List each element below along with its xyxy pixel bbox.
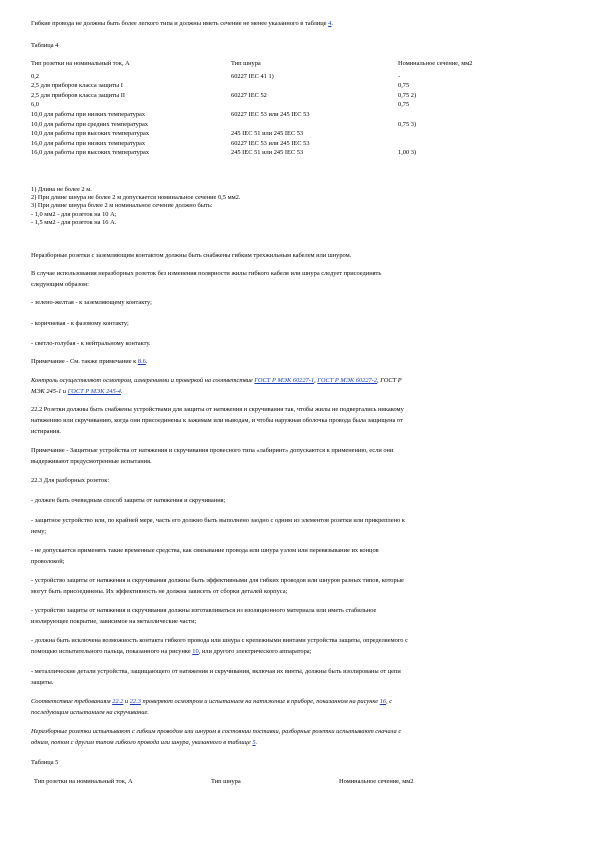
- note-see-8-6: [31, 358, 147, 366]
- standard-link-245-4[interactable]: ГОСТ Р МЭК 245-4: [67, 388, 121, 395]
- test-procedure-end: .: [255, 739, 258, 746]
- table4-header-col3: Номинальное сечение, мм2: [398, 60, 473, 67]
- table5-header-col2: Тип шнура: [211, 778, 241, 785]
- requirement-1: - должен быть очевидным способ защиты от натяжения и скручивания;: [31, 497, 226, 504]
- table-cell: 10,0 для работы при высоких температурах: [31, 130, 150, 138]
- table-row: [31, 130, 566, 140]
- table-row: [31, 73, 566, 83]
- table5-header-col3: Номинальное сечение, мм2: [339, 778, 414, 785]
- table4-note: 1) Длина не более 2 м.: [31, 186, 92, 193]
- control-separator: ,: [314, 377, 318, 384]
- table-cell: 60227 IEC 53 или 245 IEC 53: [231, 139, 310, 147]
- table4-header-col2: Тип шнура: [231, 60, 261, 67]
- standard-link-60227-2[interactable]: ГОСТ Р МЭК 60227-2: [317, 377, 378, 384]
- table-4-link[interactable]: 4: [328, 20, 332, 27]
- standard-link-60227-1[interactable]: ГОСТ Р МЭК 60227-1: [254, 377, 315, 384]
- table-cell: 16,0 для работы при низких температурах: [31, 139, 146, 147]
- intro-text: Гибкие провода не должны быть более легкого типа и должны иметь сечение не менее указанного в таблице: [31, 20, 329, 27]
- note-text: Примечание - См. также примечание к: [31, 358, 138, 365]
- intro-paragraph: [31, 20, 333, 28]
- paragraph-polarity-line1: В случае использования неразборных розеток без изменения полярности жилы гибкого кабеля или шнура следует присоединять: [31, 270, 382, 277]
- requirement-6-line2: [31, 648, 311, 656]
- table4-caption: Таблица 4: [31, 42, 59, 49]
- requirement-6-text-end: , или другого электрического аппаратора;: [198, 648, 312, 655]
- figure-10-link[interactable]: 10: [192, 648, 199, 655]
- bullet-green-yellow: - зелено-желтая - к заземляющему контакту;: [31, 299, 152, 306]
- test-procedure-text: одним, потом с другим типом гибкого провода или шнура, указанного в таблице: [31, 739, 253, 746]
- table-row: [31, 149, 566, 159]
- clause-22-2-line1: 22.2 Розетки должны быть снабжены устройствами для защиты от натяжения и скручивания так, чтобы жилы не подвергались никакому: [31, 406, 404, 413]
- table-cell: 245 IEC 51 или 245 IEC 53: [231, 149, 304, 157]
- table-cell: 1,00 3): [398, 149, 417, 157]
- note-labyrinth-line2: выдерживают предусмотренные испытания.: [31, 458, 152, 465]
- requirement-3-line2: проволокой;: [31, 558, 65, 565]
- requirement-6-line1: - должна быть исключена возможность контакта гибкого провода или шнура с крепежными винтами устройства защиты, определяемого с: [31, 637, 408, 644]
- table-cell: 60227 IEC 41 1): [231, 72, 274, 80]
- requirement-5-line2: изолирующее покрытие, зависимое на металлические части;: [31, 618, 197, 625]
- table4: [31, 60, 566, 159]
- table-row: [31, 82, 566, 92]
- table-cell: 16,0 для работы при высоких температурах: [31, 149, 150, 157]
- clause-22-3-link[interactable]: 22.3: [129, 698, 141, 705]
- clause-22-2-line2: натяжению или скручиванию, когда они присоединены к зажимам или выводам, и чтобы наружная оболочка провода была защищена от: [31, 417, 403, 424]
- compliance-and: и: [123, 698, 130, 705]
- table4-note: - 1,0 мм2 - для розеток на 10 А;: [31, 210, 117, 218]
- clause-22-3-title: 22.3 Для разборных розеток:: [31, 477, 110, 484]
- table-cell: 0,2: [31, 72, 39, 80]
- table-cell: 60227 IEC 53 или 245 IEC 53: [231, 110, 310, 118]
- table4-note: 3) При длине шнура более 2 м номинальное сечение должно быть:: [31, 202, 213, 210]
- paragraph-polarity-line2: следующим образом:: [31, 281, 89, 288]
- control-line1: [31, 377, 402, 385]
- table-cell: 0,75 3): [398, 120, 417, 128]
- table-row: [31, 140, 566, 150]
- control-end: .: [121, 388, 123, 395]
- figure-16-link[interactable]: 16: [379, 698, 387, 705]
- requirement-2-line2: нему;: [31, 528, 47, 535]
- requirement-3-line1: - не допускается применять такие временные средства, как связывание провода или шнура узлом или перевязывание их концов: [31, 547, 379, 554]
- table4-note: 2) При длине шнура не более 2 м допускается номинальное сечение 0,5 мм2.: [31, 194, 241, 202]
- table-5-link[interactable]: 5: [252, 739, 256, 746]
- requirement-5-line1: - устройство защиты от натяжения и скручивания должны изготавливаться из изоляционного материала или иметь стабильное: [31, 607, 377, 614]
- requirement-2-line1: - защитное устройство или, по крайней мере, часть его должно быть выполнено заодно с одним из элементов розетки или прикреплено к: [31, 517, 405, 524]
- bullet-brown: - коричневая - к фазовому контакту;: [31, 320, 129, 327]
- table-cell: 10,0 для работы при низких температурах: [31, 110, 146, 118]
- table4-notes: [31, 186, 240, 227]
- compliance-text: Соответствие требованиям: [31, 698, 113, 705]
- compliance-line1: [31, 698, 392, 706]
- table4-note: - 1,5 мм2 - для розеток на 16 А.: [31, 218, 117, 226]
- clause-8-6-link[interactable]: 8.6: [137, 358, 146, 365]
- compliance-text-2: проверяют осмотром и испытанием на натяжение в приборе, показанном на рисунке: [140, 698, 380, 705]
- paragraph-three-core-cable: Неразборные розетки с заземляющим контактом должны быть снабжены гибким трехжильным кабелем или шнуром.: [31, 252, 352, 259]
- table-cell: -: [398, 72, 401, 80]
- table4-header-col1: Тип розетки на номинальный ток, А: [31, 60, 130, 67]
- control-text: Контроль осуществляют осмотром, измерениями и проверкой на соответствие: [31, 377, 255, 384]
- bullet-light-blue: - светло-голубая - к нейтральному контакту.: [31, 340, 151, 347]
- table-cell: 60227 IEC 52: [231, 91, 267, 99]
- control-line2: [31, 388, 123, 396]
- table5-caption: Таблица 5: [31, 759, 59, 766]
- requirement-7-line2: защиты.: [31, 679, 54, 686]
- table4-header-row: [31, 60, 566, 70]
- table-cell: 0,75 2): [398, 91, 417, 99]
- requirement-7-line1: - металлические детали устройства, защищающего от натяжения и скручивания, включая их винты, должны быть изолированы от цепи: [31, 668, 401, 675]
- table-cell: 2,5 для приборов класса защиты I: [31, 82, 123, 90]
- table-row: [31, 101, 566, 111]
- compliance-end: , с: [386, 698, 393, 705]
- table-cell: 0,75: [398, 82, 410, 90]
- requirement-6-text: помощью испытательного пальца, показанного на рисунке: [31, 648, 193, 655]
- control-text-mid: , ГОСТ Р: [377, 377, 402, 384]
- table-cell: 245 IEC 51 или 245 IEC 53: [231, 130, 304, 138]
- compliance-line2: последующим испытанием на скручивание.: [31, 709, 149, 716]
- clause-22-2-line3: истирания.: [31, 428, 61, 435]
- table-row: [31, 111, 566, 121]
- table-cell: 2,5 для приборов класса защиты II: [31, 91, 126, 99]
- note-end: .: [145, 358, 148, 365]
- table-row: [31, 92, 566, 102]
- test-procedure-line1: Неразборные розетки испытывают с гибким проводом или шнуром в состоянии поставки, разборные розетки испытывают сначала с: [31, 728, 402, 735]
- test-procedure-line2: [31, 739, 257, 747]
- table-cell: 6,0: [31, 101, 39, 109]
- clause-22-2-link[interactable]: 22.2: [112, 698, 124, 705]
- requirement-4-line1: - устройство защиты от натяжения и скручивания должны быть эффективными для гибких проводов или шнуров разных типов, которые: [31, 577, 404, 584]
- table-row: [31, 121, 566, 131]
- control-text-2: МЭК 245-1 и: [31, 388, 68, 395]
- intro-end: .: [331, 20, 333, 27]
- table-cell: 10,0 для работы при средних температурах: [31, 120, 149, 128]
- table5-header-col1: Тип розетки на номинальный ток, А: [34, 778, 133, 785]
- requirement-4-line2: могут быть присоединены. Их эффективность не должна зависеть от сборки деталей корпуса;: [31, 588, 288, 595]
- note-labyrinth-line1: Примечание - Защитные устройства от натяжения и скручивания провесного типа «лабиринт» допускаются к применению, если они: [31, 447, 394, 454]
- table-cell: 0,75: [398, 101, 410, 109]
